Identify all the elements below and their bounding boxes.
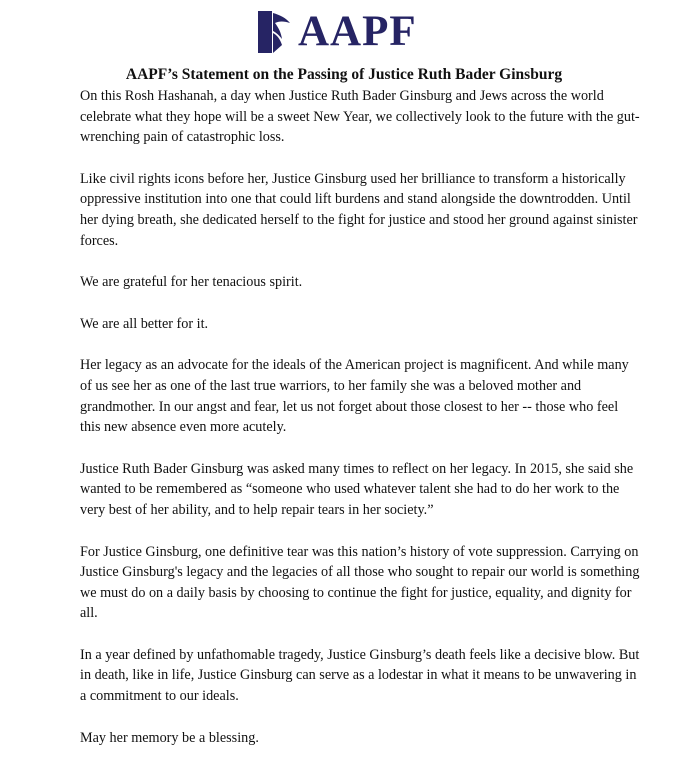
- paragraph: In a year defined by unfathomable tragedy, Justice Ginsburg’s death feels like a decisive blow. But in death, like in life, Justice Ginsburg can serve as a lodestar in what it means to be unwavering in a commitment to our ideals.: [80, 646, 640, 705]
- paragraph: May her memory be a blessing.: [80, 729, 259, 746]
- book-icon: [256, 9, 292, 55]
- paragraph: On this Rosh Hashanah, a day when Justice Ruth Bader Ginsburg and Jews across the world celebrate what they hope will be a sweet New Year, we collectively look to the future with the gut-wrenching pain of catastrophic loss.: [80, 88, 640, 146]
- paragraph: We are all better for it.: [80, 315, 209, 332]
- paragraph: For Justice Ginsburg, one definitive tear was this nation’s history of vote suppression. Carrying on Justice Ginsburg's legacy and the legacies of all those who sought to repair our world is something we must do on a daily basis by choosing to continue the fight for justice, equality, and dignity for all.: [80, 543, 640, 622]
- paragraph: Like civil rights icons before her, Justice Ginsburg used her brilliance to transform a historically oppressive institution into one that could lift burdens and stand alongside the downtrodden. Until her dying breath, she dedicated herself to the fight for justice and stood her ground against sinister forces.: [80, 170, 638, 249]
- aapf-logo: [256, 8, 417, 56]
- logo-wordmark: AAPF: [298, 8, 417, 55]
- paragraph: Her legacy as an advocate for the ideals of the American project is magnificent. And while many of us see her as one of the last true warriors, to her family she was a beloved mother and grandmother. In our angst and fear, let us not forget about those closest to her -- those who feel this new absence even more acutely.: [80, 357, 629, 436]
- paragraph: We are grateful for her tenacious spirit.: [80, 274, 303, 291]
- paragraph: Justice Ruth Bader Ginsburg was asked many times to reflect on her legacy. In 2015, she said she wanted to be remembered as “someone who used whatever talent she had to do her work to the very best of her ability, and to help repair tears in her society.”: [80, 460, 634, 518]
- statement-body: [80, 86, 640, 769]
- statement-title: AAPF’s Statement on the Passing of Justice Ruth Bader Ginsburg: [125, 66, 563, 83]
